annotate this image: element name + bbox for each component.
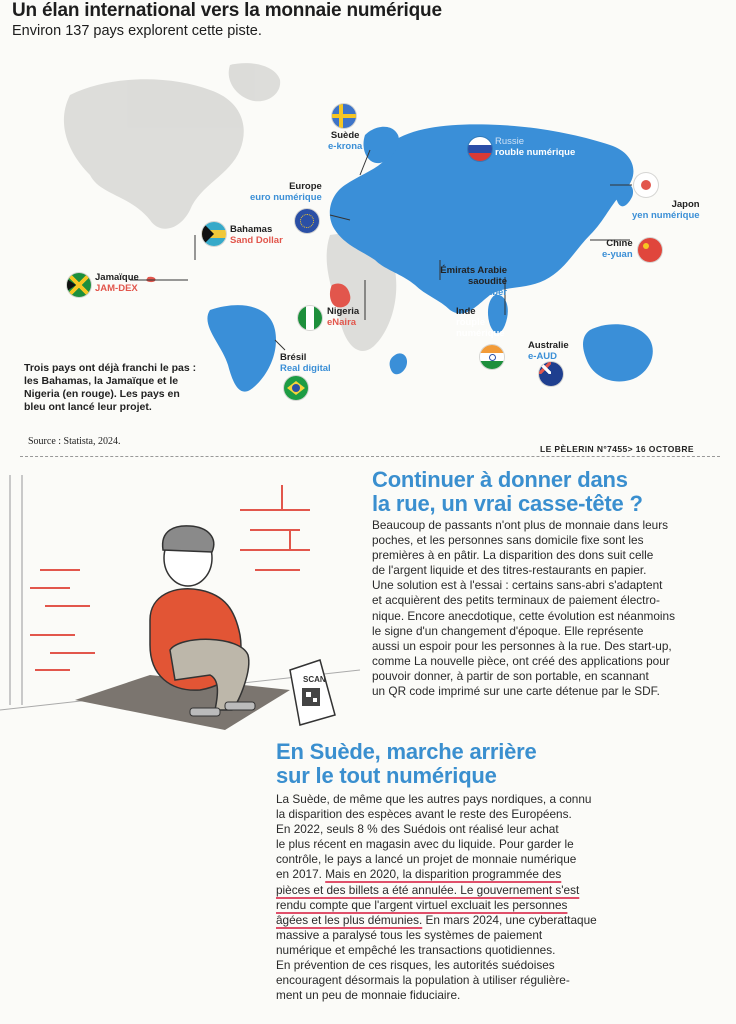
label-bresil: Brésil Real digital (280, 352, 331, 374)
underlined-text: Mais en 2020, la disparition programmée des (325, 867, 562, 882)
flag-sweden-icon (332, 104, 356, 128)
illustration-homeless-person (0, 470, 370, 760)
article1-title: Continuer à donner dans la rue, un vrai casse-tête ? (372, 467, 643, 516)
label-inde: Inde roupie numérique (456, 306, 505, 339)
label-russie: Russie rouble numérique (495, 136, 576, 158)
underlined-text: pièces et des billets a été annulée. Le gouvernement s'est (276, 882, 580, 897)
label-chine: Chine e-yuan (602, 238, 633, 260)
flag-eu-icon (295, 209, 319, 233)
flag-jamaica-icon (67, 273, 91, 297)
wall-pipe (10, 475, 22, 705)
article2-title: En Suède, marche arrière sur le tout numérique (276, 739, 537, 788)
sign-text: SCAN (303, 675, 326, 684)
label-bahamas: Bahamas Sand Dollar (230, 224, 283, 246)
article1-body: Beaucoup de passants n'ont plus de monnaie dans leurs poches, et les personnes sans domicile fixe sont les premières à en pâtir. La disparition des dons suit celle de l'argent liquide et des titres-restaurants en papier. Une solution est à l'essai : certains sans-abri s'adaptent et acquièrent des petits terminaux de paiement électro- nique. Encore anecdotique, cette évolution est néanmoins le signe d'un changement d'époque. Elle représente aussi un espoir pour les personnes à la rue. Des start-up, comme La nouvelle pièce, ont créé des applications pour pouvoir donner, à partir de son portable, en scannant un QR code imprimé sur une carte détenue par le SDF. (372, 518, 675, 699)
label-europe: Europe euro numérique (250, 181, 322, 203)
underlined-text: rendu compte que l'argent virtuel excluait les personnes (276, 897, 568, 912)
label-jamaique: Jamaïque JAM-DEX (95, 272, 139, 294)
page-subtitle: Environ 137 pays explorent cette piste. (12, 23, 262, 39)
article2-body: La Suède, de même que les autres pays nordiques, a connu la disparition des espèces avant le reste des Européens. En 2022, seuls 8 % des Suédois ont réalisé leur achat le plus récent en magasin avec du liquide. Pour garder le contrôle, le pays a lancé un projet de monnaie numérique en 2017. Mais en 2020, la disparition programmée des pièces et des billets a été annulée. Le gouvernement s'est rendu compte que l'argent virtuel excluait les personnes âgées et les plus démunies. En mars 2024, une cyberattaque massive a paralysé tous les systèmes de paiement numérique et empêché les transactions quotidiennes. En prévention de ces risques, les autorités suédoises encouragent désormais la population à utiliser régulière- ment un peu de monnaie fiduciaire. (276, 792, 726, 1003)
label-australie: Australie e-AUD (528, 340, 569, 362)
underlined-text: âgées et les plus démunies. (276, 912, 423, 927)
flag-nigeria-icon (298, 306, 322, 330)
qr-sign (290, 660, 335, 725)
map-blue-land (207, 124, 652, 391)
label-emirats: Émirats Arabie saoudite Aber (440, 265, 507, 298)
label-suede: Suède e-krona (328, 130, 363, 152)
label-japon: Japon yen numérique (632, 199, 700, 221)
map-note: Trois pays ont déjà franchi le pas : les Bahamas, la Jamaïque et le Nigeria (en rouge). Les pays en bleu ont lancé leur projet. (24, 362, 197, 413)
flag-russia-icon (468, 137, 492, 161)
flag-india-icon (480, 345, 504, 369)
issue-reference: LE PÈLERIN N°7455> 16 OCTOBRE (540, 444, 694, 454)
label-nigeria: Nigeria eNaira (327, 306, 360, 328)
flag-brazil-icon (284, 376, 308, 400)
flag-china-icon (638, 238, 662, 262)
flag-australia-icon (539, 362, 563, 386)
flag-japan-icon (634, 173, 658, 197)
section-divider (20, 456, 720, 457)
flag-bahamas-icon (202, 222, 226, 246)
page-title: Un élan international vers la monnaie numérique (12, 0, 442, 21)
map-source: Source : Statista, 2024. (28, 436, 121, 447)
